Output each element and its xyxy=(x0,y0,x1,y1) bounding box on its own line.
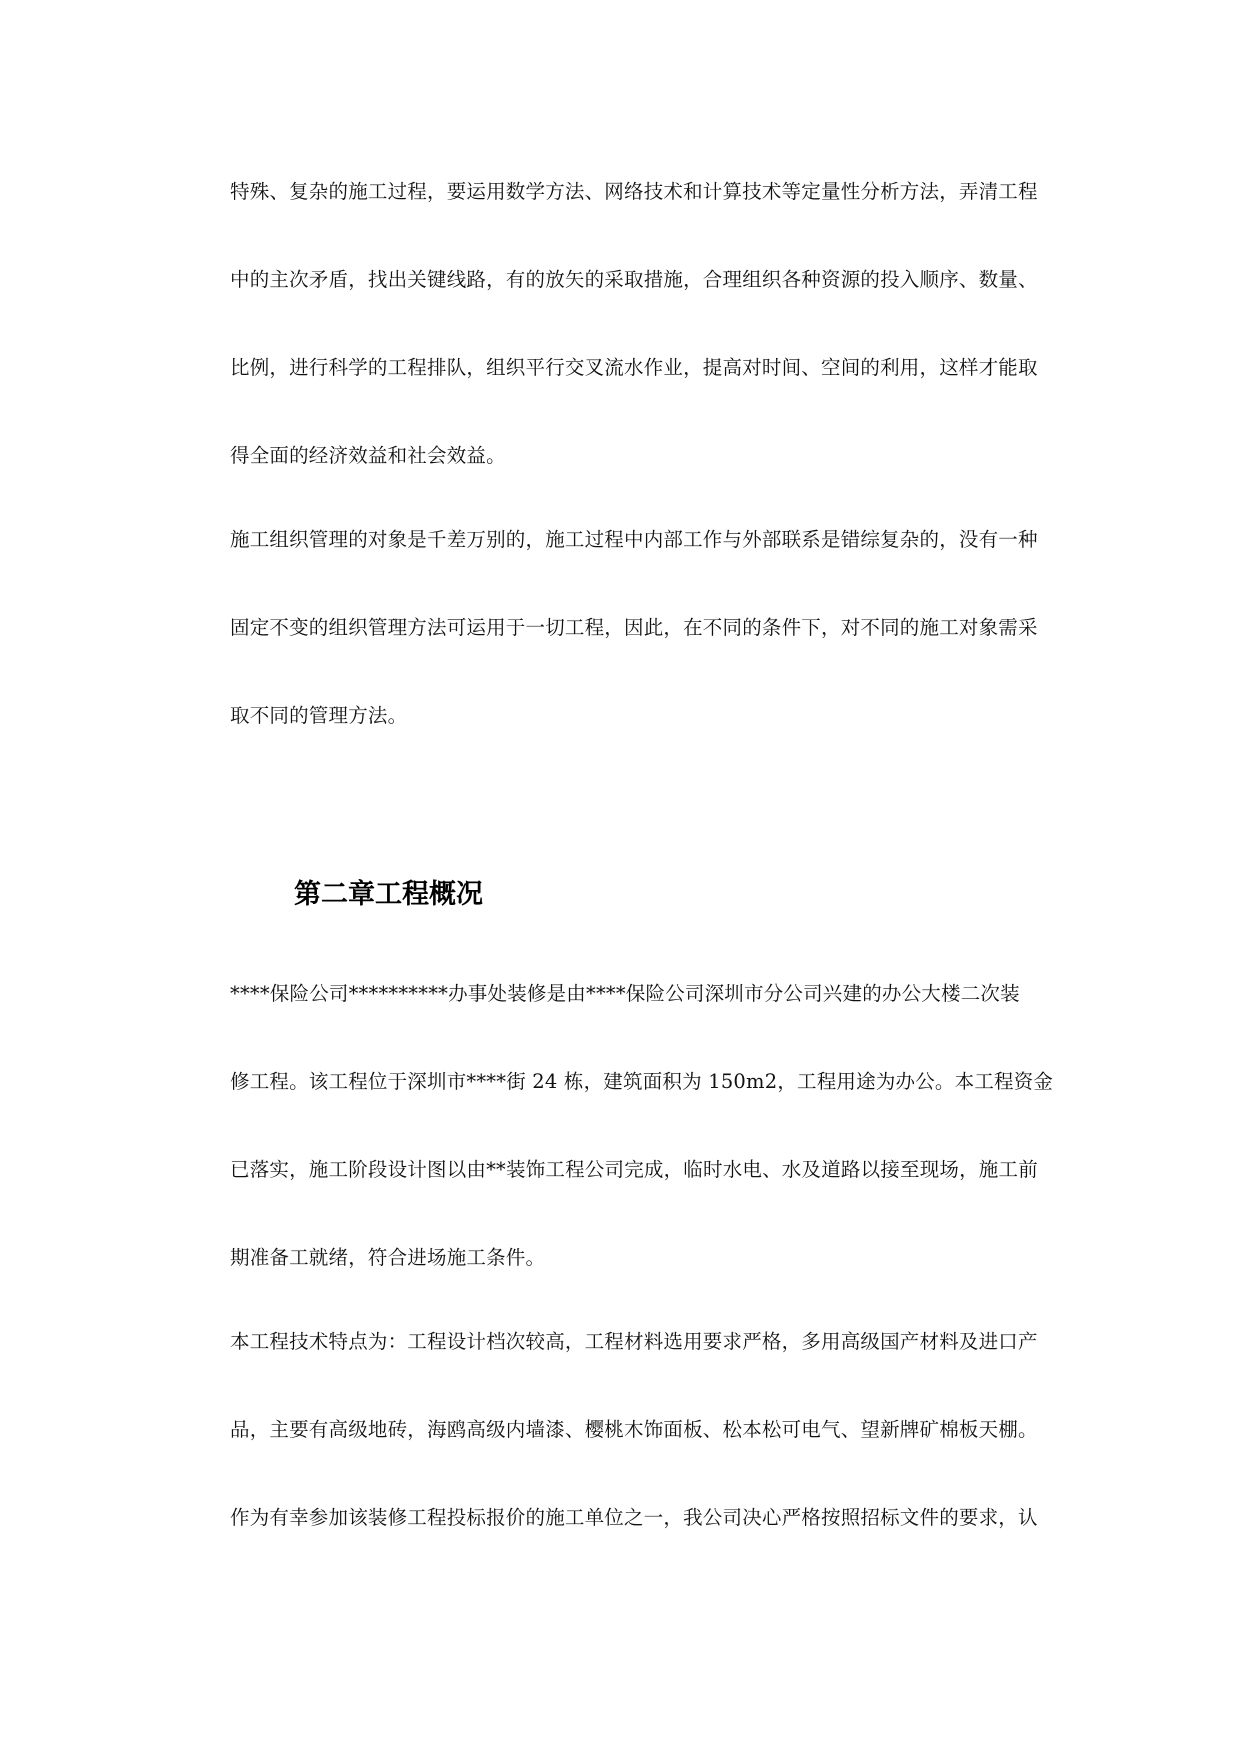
paragraph-line: 作为有幸参加该装修工程投标报价的施工单位之一，我公司决心严格按照招标文件的要求，认 xyxy=(230,1506,1038,1529)
paragraph-line: 已落实，施工阶段设计图以由**装饰工程公司完成，临时水电、水及道路以接至现场，施工前 xyxy=(230,1158,1038,1181)
paragraph-line: 特殊、复杂的施工过程，要运用数学方法、网络技术和计算技术等定量性分析方法，弄清工程 xyxy=(230,180,1038,203)
paragraph-construction-methods xyxy=(230,148,1110,500)
paragraph-technical-features xyxy=(230,1298,1110,1562)
paragraph-management-objects xyxy=(230,496,1110,760)
paragraph-line: 施工组织管理的对象是千差万别的，施工过程中内部工作与外部联系是错综复杂的，没有一种 xyxy=(230,528,1038,551)
paragraph-line: 品，主要有高级地砖，海鸥高级内墙漆、樱桃木饰面板、松本松可电气、望新牌矿棉板天棚。 xyxy=(230,1418,1038,1441)
paragraph-line: 修工程。该工程位于深圳市****街 24 栋，建筑面积为 150m2，工程用途为办公。本工程资金 xyxy=(230,1070,1054,1093)
paragraph-line: 中的主次矛盾，找出关键线路，有的放矢的采取措施，合理组织各种资源的投入顺序、数量、 xyxy=(230,268,1038,291)
paragraph-line: 比例，进行科学的工程排队，组织平行交叉流水作业，提高对时间、空间的利用，这样才能取 xyxy=(230,356,1038,379)
paragraph-line: 得全面的经济效益和社会效益。 xyxy=(230,444,506,467)
paragraph-project-overview xyxy=(230,950,1110,1302)
paragraph-line: 固定不变的组织管理方法可运用于一切工程，因此，在不同的条件下，对不同的施工对象需采 xyxy=(230,616,1038,639)
paragraph-line: ****保险公司**********办事处装修是由****保险公司深圳市分公司兴建的办公大楼二次装 xyxy=(230,982,1020,1005)
chapter-title: 第二章工程概况 xyxy=(294,879,483,910)
paragraph-line: 期准备工就绪，符合进场施工条件。 xyxy=(230,1246,546,1269)
paragraph-line: 取不同的管理方法。 xyxy=(230,704,408,727)
paragraph-line: 本工程技术特点为：工程设计档次较高，工程材料选用要求严格，多用高级国产材料及进口产 xyxy=(230,1330,1038,1353)
